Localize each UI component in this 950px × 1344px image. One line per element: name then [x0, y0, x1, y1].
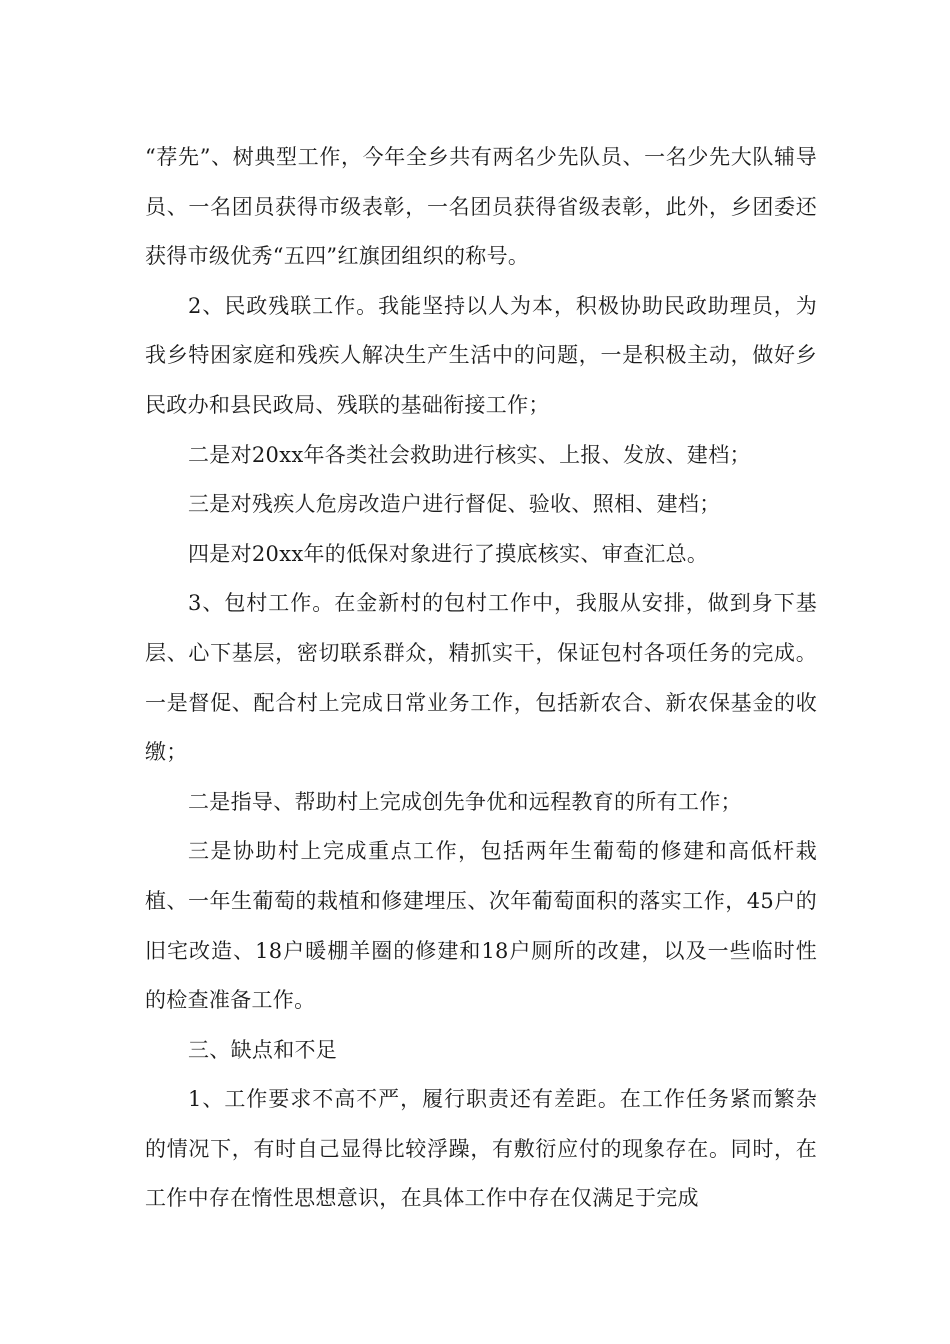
- section-heading-shortcomings: 三、缺点和不足: [188, 1037, 338, 1062]
- paragraph-civil-affairs: 2、民政残联工作。我能坚持以人为本，积极协助民政助理员，为我乡特困家庭和残疾人解决生产生活中的问题，一是积极主动，做好乡民政办和县民政局、残联的基础衔接工作；: [145, 293, 817, 417]
- paragraph-low-income-review: 四是对20xx年的低保对象进行了摸底核实、审查汇总。: [188, 541, 709, 566]
- paragraph-shortcoming-1: 1、工作要求不高不严，履行职责还有差距。在工作任务紧而繁杂的情况下，有时自己显得比较浮躁，有敷衍应付的现象存在。同时，在工作中存在惰性思想意识，在具体工作中存在仅满足于完成: [145, 1087, 817, 1211]
- paragraph-housing-renovation: 三是对残疾人危房改造户进行督促、验收、照相、建档；: [188, 492, 721, 517]
- paragraph-village-work: 3、包村工作。在金新村的包村工作中，我服从安排，做到身下基层、心下基层，密切联系群众，精抓实干，保证包村各项任务的完成。一是督促、配合村上完成日常业务工作，包括新农合、新农保基金的收缴；: [145, 591, 817, 765]
- document-body: [145, 133, 817, 1224]
- paragraph-social-aid: 二是对20xx年各类社会救助进行核实、上报、发放、建档；: [188, 442, 751, 467]
- paragraph-honors: “荐先”、树典型工作，今年全乡共有两名少先队员、一名少先大队辅导员、一名团员获得市级表彰，一名团员获得省级表彰，此外，乡团委还获得市级优秀“五四”红旗团组织的称号。: [145, 145, 817, 269]
- paragraph-key-projects: 三是协助村上完成重点工作，包括两年生葡萄的修建和高低杆栽植、一年生葡萄的栽植和修建埋压、次年葡萄面积的落实工作，45户的旧宅改造、18户暖棚羊圈的修建和18户厕所的改建，以及一些临时性的检查准备工作。: [145, 839, 817, 1013]
- paragraph-guidance: 二是指导、帮助村上完成创先争优和远程教育的所有工作；: [188, 789, 742, 814]
